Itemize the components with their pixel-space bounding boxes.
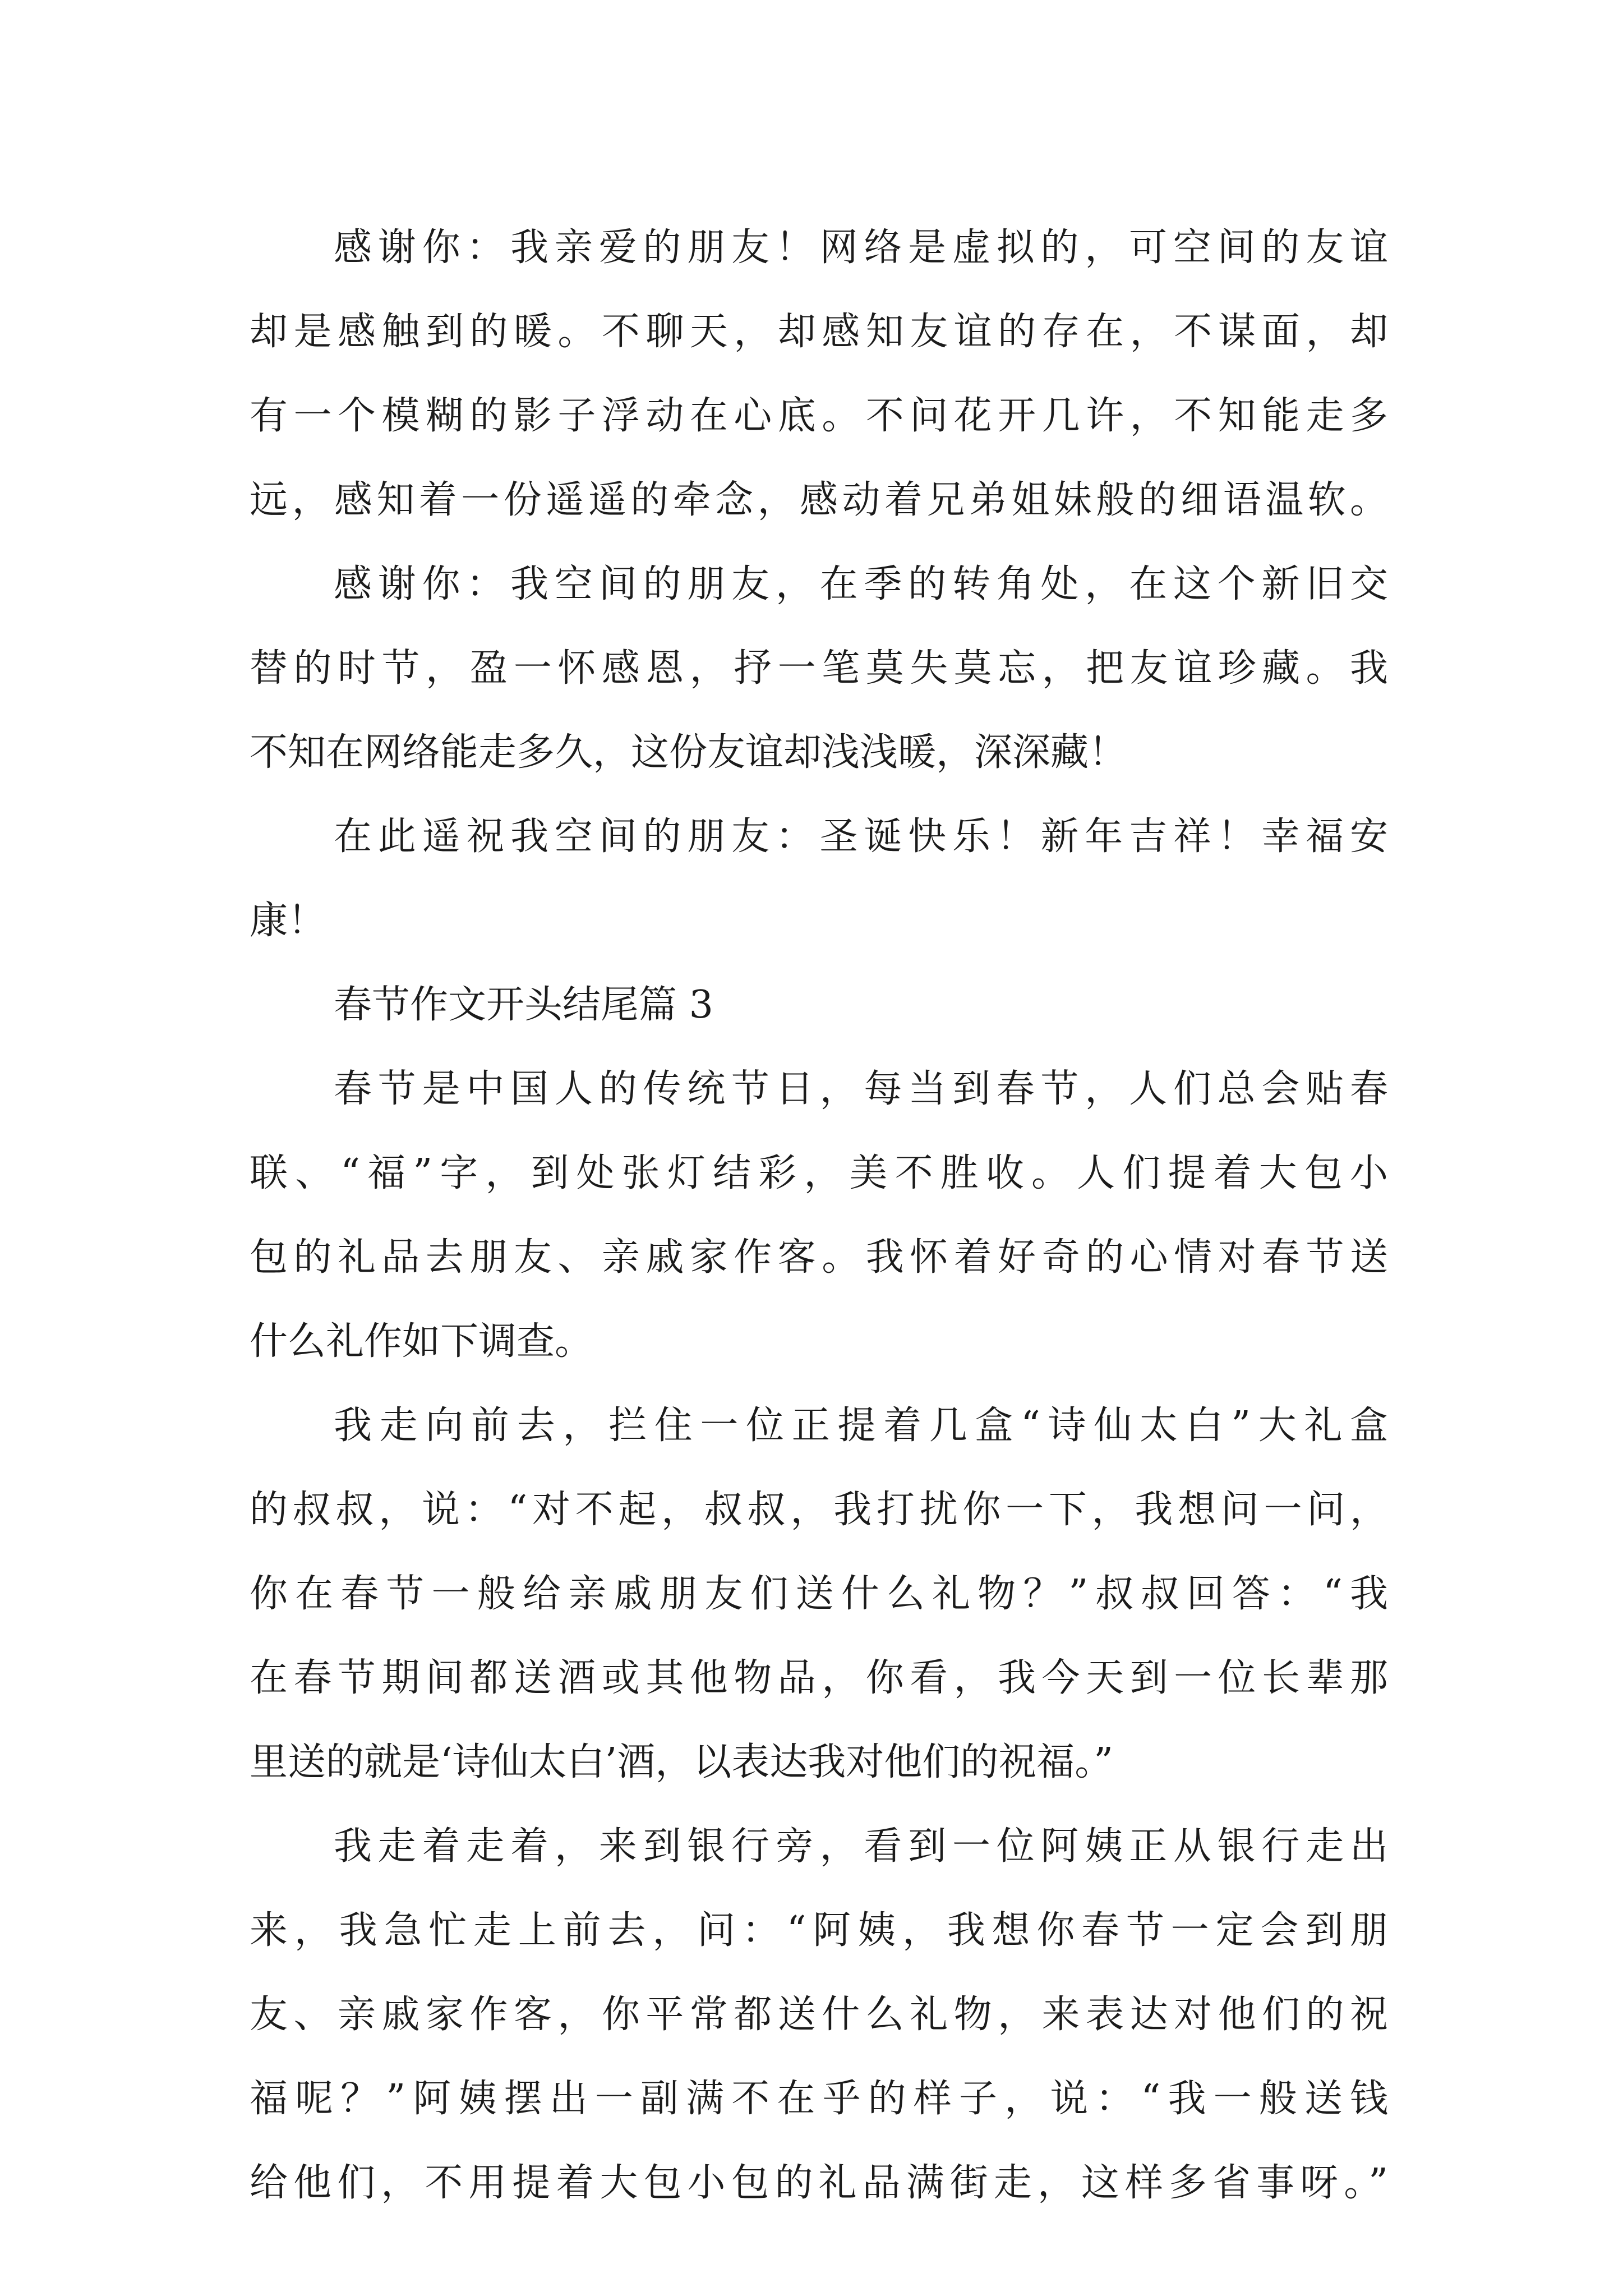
paragraph-line: 福呢？”阿姨摆出一副满不在乎的样子，说：“我一般送钱 xyxy=(250,2077,1388,2121)
paragraph-line: 春节是中国人的传统节日，每当到春节，人们总会贴春 xyxy=(334,1067,1388,1111)
paragraph-line: 有一个模糊的影子浮动在心底。不问花开几许，不知能走多 xyxy=(250,394,1388,438)
paragraph-line: 包的礼品去朋友、亲戚家作客。我怀着好奇的心情对春节送 xyxy=(250,1235,1388,1280)
paragraph-line: 什么礼作如下调查。 xyxy=(250,1319,593,1364)
section-heading: 春节作文开头结尾篇 3 xyxy=(334,983,713,1027)
paragraph-line: 康！ xyxy=(250,899,326,943)
paragraph-line: 里送的就是‘诗仙太白’酒，以表达我对他们的祝福。” xyxy=(250,1740,1113,1784)
paragraph-line: 在此遥祝我空间的朋友：圣诞快乐！新年吉祥！幸福安 xyxy=(334,815,1388,859)
paragraph-line: 远，感知着一份遥遥的牵念，感动着兄弟姐妹般的细语温软。 xyxy=(250,478,1388,522)
paragraph-line: 来，我急忙走上前去，问：“阿姨，我想你春节一定会到朋 xyxy=(250,1908,1388,1953)
paragraph-line: 我走着走着，来到银行旁，看到一位阿姨正从银行走出 xyxy=(334,1824,1388,1869)
paragraph-line: 却是感触到的暖。不聊天，却感知友谊的存在，不谋面，却 xyxy=(250,310,1388,354)
paragraph-line: 我走向前去，拦住一位正提着几盒“诗仙太白”大礼盒 xyxy=(334,1404,1388,1448)
paragraph-line: 感谢你：我空间的朋友，在季的转角处，在这个新旧交 xyxy=(334,562,1388,606)
paragraph-line: 给他们，不用提着大包小包的礼品满街走，这样多省事呀。” xyxy=(250,2161,1388,2205)
paragraph-line: 不知在网络能走多久，这份友谊却浅浅暖，深深藏！ xyxy=(250,730,1127,775)
paragraph-line: 在春节期间都送酒或其他物品，你看，我今天到一位长辈那 xyxy=(250,1656,1388,1700)
paragraph-line: 友、亲戚家作客，你平常都送什么礼物，来表达对他们的祝 xyxy=(250,1993,1388,2037)
paragraph-line: 替的时节，盈一怀感恩，抒一笔莫失莫忘，把友谊珍藏。我 xyxy=(250,646,1388,691)
paragraph-line: 的叔叔，说：“对不起，叔叔，我打扰你一下，我想问一问， xyxy=(250,1488,1388,1532)
paragraph-line: 联、“福”字，到处张灯结彩，美不胜收。人们提着大包小 xyxy=(250,1151,1388,1195)
paragraph-line: 你在春节一般给亲戚朋友们送什么礼物？”叔叔回答：“我 xyxy=(250,1572,1388,1616)
paragraph-line: 感谢你：我亲爱的朋友！网络是虚拟的，可空间的友谊 xyxy=(334,226,1388,270)
